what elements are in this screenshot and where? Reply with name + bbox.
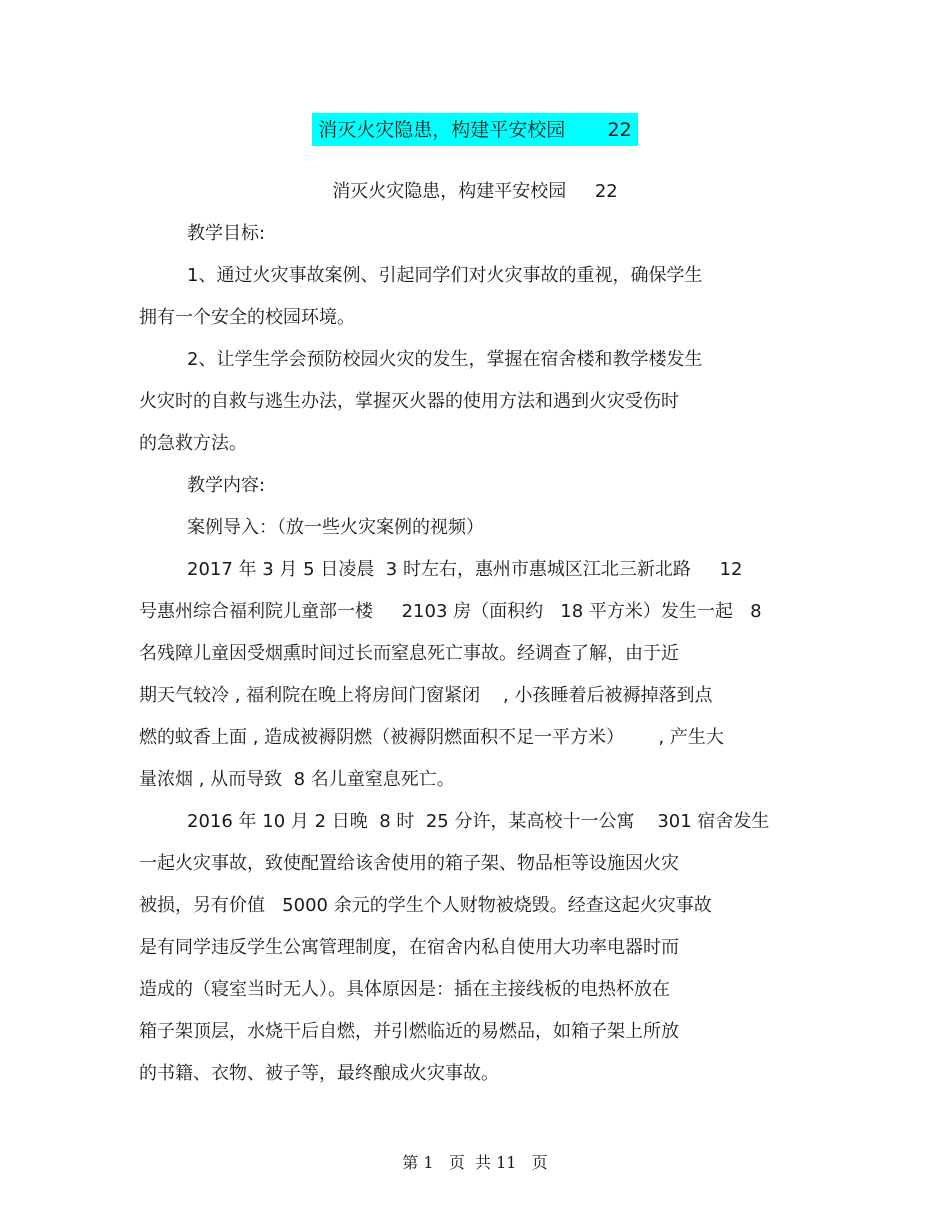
paragraph-line: 号惠州综合福利院儿童部一楼 2103 房（面积约 18 平方米）发生一起 8 bbox=[139, 601, 762, 622]
paragraph-line: 箱子架顶层，水烧干后自燃，并引燃临近的易燃品，如箱子架上所放 bbox=[139, 1021, 679, 1042]
paragraph-line: 1、通过火灾事故案例、引起同学们对火灾事故的重视，确保学生 bbox=[187, 265, 703, 286]
paragraph-line: 的急救方法。 bbox=[139, 433, 247, 454]
paragraph-line: 造成的（寝室当时无人）。具体原因是：插在主接线板的电热杯放在 bbox=[139, 979, 670, 1000]
paragraph-line: 案例导入：（放一些火灾案例的视频） bbox=[187, 517, 484, 538]
paragraph-line: 2016 年 10 月 2 日晚 8 时 25 分许，某高校十一公寓 301 宿舍发生 bbox=[187, 811, 770, 832]
document-subtitle: 消灭火灾隐患，构建平安校园 22 bbox=[332, 181, 618, 202]
paragraph-line: 一起火灾事故，致使配置给该舍使用的箱子架、物品柜等设施因火灾 bbox=[139, 853, 679, 874]
paragraph-line: 燃的蚊香上面 , 造成被褥阴燃（被褥阴燃面积不足一平方米） , 产生大 bbox=[139, 727, 724, 748]
headline-container bbox=[0, 113, 950, 146]
paragraph-line: 火灾时的自救与逃生办法，掌握灭火器的使用方法和遇到火灾受伤时 bbox=[139, 391, 679, 412]
paragraph-line: 量浓烟 , 从而导致 8 名儿童窒息死亡。 bbox=[139, 769, 455, 790]
paragraph-line: 被损，另有价值 5000 余元的学生个人财物被烧毁。经查这起火灾事故 bbox=[139, 895, 712, 916]
section-heading-objectives: 教学目标: bbox=[187, 223, 266, 244]
page-footer-page-number: 第 1 页 共 11 页 bbox=[402, 1153, 548, 1172]
highlighted-title: 消灭火灾隐患，构建平安校园 22 bbox=[312, 113, 637, 146]
paragraph-line: 拥有一个安全的校园环境。 bbox=[139, 307, 355, 328]
paragraph-line: 2017 年 3 月 5 日凌晨 3 时左右，惠州市惠城区江北三新北路 12 bbox=[187, 559, 743, 580]
paragraph-line: 是有同学违反学生公寓管理制度，在宿舍内私自使用大功率电器时而 bbox=[139, 937, 679, 958]
paragraph-line: 名残障儿童因受烟熏时间过长而窒息死亡事故。经调查了解，由于近 bbox=[139, 643, 679, 664]
paragraph-line: 2、让学生学会预防校园火灾的发生，掌握在宿舍楼和教学楼发生 bbox=[187, 349, 703, 370]
section-heading-content: 教学内容: bbox=[187, 475, 266, 496]
paragraph-line: 的书籍、衣物、被子等，最终酿成火灾事故。 bbox=[139, 1063, 499, 1084]
paragraph-line: 期天气较冷 , 福利院在晚上将房间门窗紧闭 , 小孩睡着后被褥掉落到点 bbox=[139, 685, 713, 706]
